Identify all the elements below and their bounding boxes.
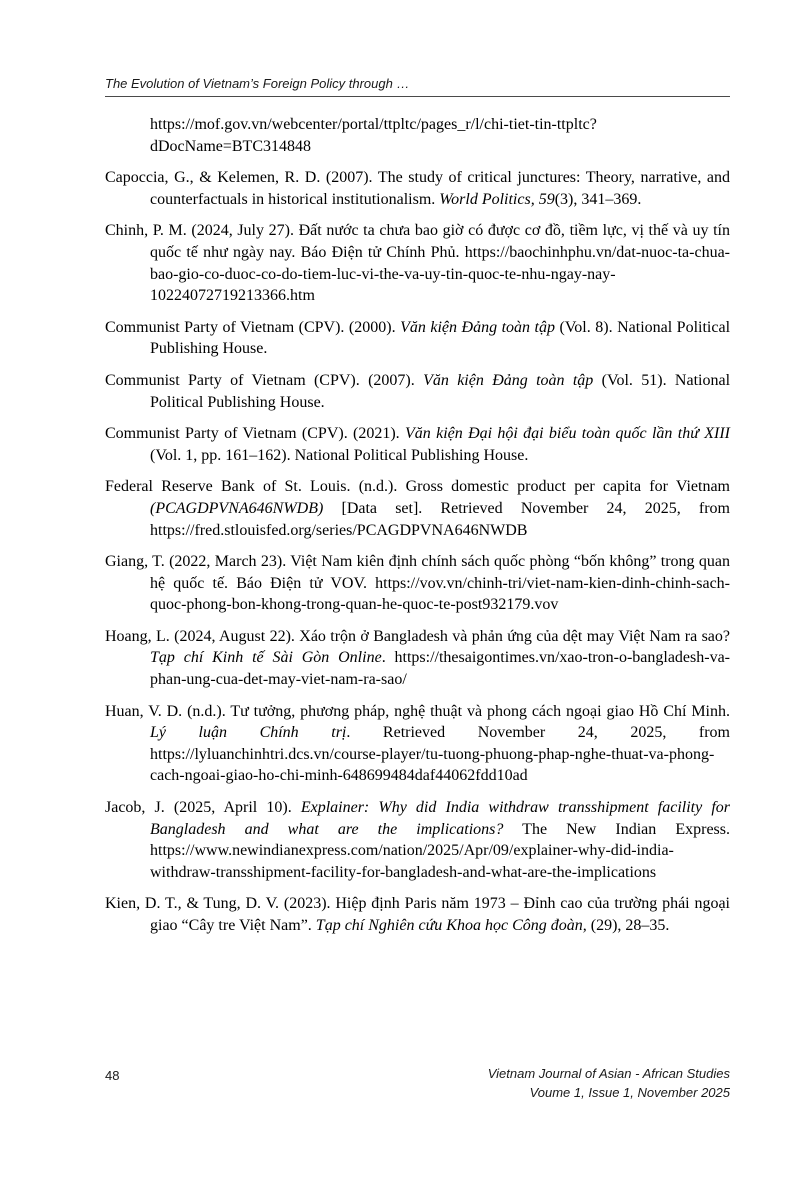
reference-entry <box>105 626 730 691</box>
reference-segment-italic: Explainer: Why did India withdraw transshipment facility for Bangladesh and what are the implications? <box>150 799 730 838</box>
reference-segment-italic: Văn kiện Đại hội đại biểu toàn quốc lần thứ XIII <box>405 425 731 443</box>
reference-segment-italic: Tạp chí Kinh tế Sài Gòn Online <box>150 649 382 667</box>
reference-segment-italic: Lý luận Chính trị <box>150 724 347 742</box>
reference-segment: (29), 28–35. <box>586 917 670 934</box>
reference-segment: https://mof.gov.vn/webcenter/portal/ttpltc/pages_r/l/chi-tiet-tin-ttpltc?dDocName=BTC314848 <box>150 116 597 155</box>
reference-segment: Chinh, P. M. (2024, July 27). Đất nước ta chưa bao giờ có được cơ đồ, tiềm lực, vị thế và uy tín quốc tế như ngày nay. Báo Điện tử Chính Phủ. https://baochinhphu.vn/dat-nuoc-ta-chua-bao-gio-co-duoc-co-do-tiem-luc-vi-the-va-uy-tin-quoc-te-nhu-ngay-nay-10224072719213366.htm <box>105 222 730 305</box>
reference-segment: Huan, V. D. (n.d.). Tư tưởng, phương pháp, nghệ thuật và phong cách ngoại giao Hồ Chí Minh. <box>105 702 730 720</box>
reference-entry <box>105 167 730 210</box>
reference-entry <box>105 476 730 541</box>
reference-segment: Giang, T. (2022, March 23). Việt Nam kiên định chính sách quốc phòng “bốn không” trong quan hệ quốc tế. Báo Điện tử VOV. https://vov.vn/chinh-tri/viet-nam-kien-dinh-chinh-sach-quoc-phong-bon-khong-trong-quan-he-quoc-te-post932179.vov <box>105 553 730 614</box>
reference-segment: Jacob, J. (2025, April 10). <box>105 799 301 817</box>
reference-segment-italic: Văn kiện Đảng toàn tập <box>423 371 594 389</box>
reference-entry <box>105 370 730 413</box>
reference-segment-italic: Văn kiện Đảng toàn tập <box>400 318 555 336</box>
page-number: 48 <box>105 1068 120 1083</box>
reference-entry <box>105 551 730 616</box>
running-header <box>105 76 730 97</box>
journal-name: Vietnam Journal of Asian - African Studies <box>487 1066 730 1081</box>
reference-segment: (Vol. 51). National Political Publishing House. <box>150 371 731 411</box>
reference-entry <box>105 423 730 466</box>
reference-segment: [Data set]. Retrieved November 24, 2025, from https://fred.stlouisfed.org/series/PCAGDPVNA646NWDB <box>150 499 730 539</box>
reference-segment: (3), 341–369. <box>554 190 642 208</box>
reference-segment-italic: Tạp chí Nghiên cứu Khoa học Công đoàn, <box>315 917 587 934</box>
reference-segment: (Vol. 1, pp. 161–162). National Political Publishing House. <box>150 446 529 464</box>
page-footer <box>105 1064 730 1102</box>
reference-segment: Communist Party of Vietnam (CPV). (2007). <box>105 371 424 389</box>
reference-segment: . https://thesaigontimes.vn/xao-tron-o-bangladesh-va-phan-ung-cua-det-may-viet-nam-ra-sao/ <box>150 649 731 689</box>
reference-segment: Federal Reserve Bank of St. Louis. (n.d.). Gross domestic product per capita for Vietnam <box>105 478 730 496</box>
reference-entry <box>105 797 730 883</box>
reference-segment: Capoccia, G., & Kelemen, R. D. (2007). The study of critical junctures: Theory, narrative, and counterfactuals in historical institutionalism. <box>105 169 730 208</box>
reference-segment: Kien, D. T., & Tung, D. V. (2023). Hiệp định Paris năm 1973 – Đỉnh cao của trường phái ngoại giao “Cây tre Việt Nam”. <box>105 895 730 934</box>
reference-segment-italic: (PCAGDPVNA646NWDB) <box>150 499 324 517</box>
reference-entry <box>105 220 730 306</box>
reference-segment: Communist Party of Vietnam (CPV). (2000). <box>105 318 401 336</box>
reference-segment: Communist Party of Vietnam (CPV). (2021). <box>105 425 405 443</box>
reference-entry <box>105 701 730 787</box>
reference-segment-italic: World Politics, 59 <box>439 190 555 208</box>
reference-entry <box>105 893 730 936</box>
reference-segment: Hoang, L. (2024, August 22). Xáo trộn ở Bangladesh và phản ứng của dệt may Việt Nam ra sao? <box>105 627 730 645</box>
reference-entry <box>105 317 730 360</box>
reference-entry <box>105 114 730 157</box>
running-title: The Evolution of Vietnam’s Foreign Policy through … <box>105 76 410 91</box>
references-list <box>105 114 730 947</box>
reference-segment: (Vol. 8). National Political Publishing House. <box>150 318 731 358</box>
journal-info <box>488 1064 730 1102</box>
reference-segment: . Retrieved November 24, 2025, from https://lyluanchinhtri.dcs.vn/course-player/tu-tuong-phuong-phap-nghe-thuat-va-phong-cach-ngoai-giao-ho-chi-minh-648699484daf44062fdd10ad <box>150 724 731 785</box>
issue-info: Voume 1, Issue 1, November 2025 <box>529 1085 730 1100</box>
reference-segment: The New Indian Express. https://www.newindianexpress.com/nation/2025/Apr/09/explainer-why-did-india-withdraw-transshipment-facility-for-bangladesh-and-what-are-the-implications <box>150 820 731 881</box>
